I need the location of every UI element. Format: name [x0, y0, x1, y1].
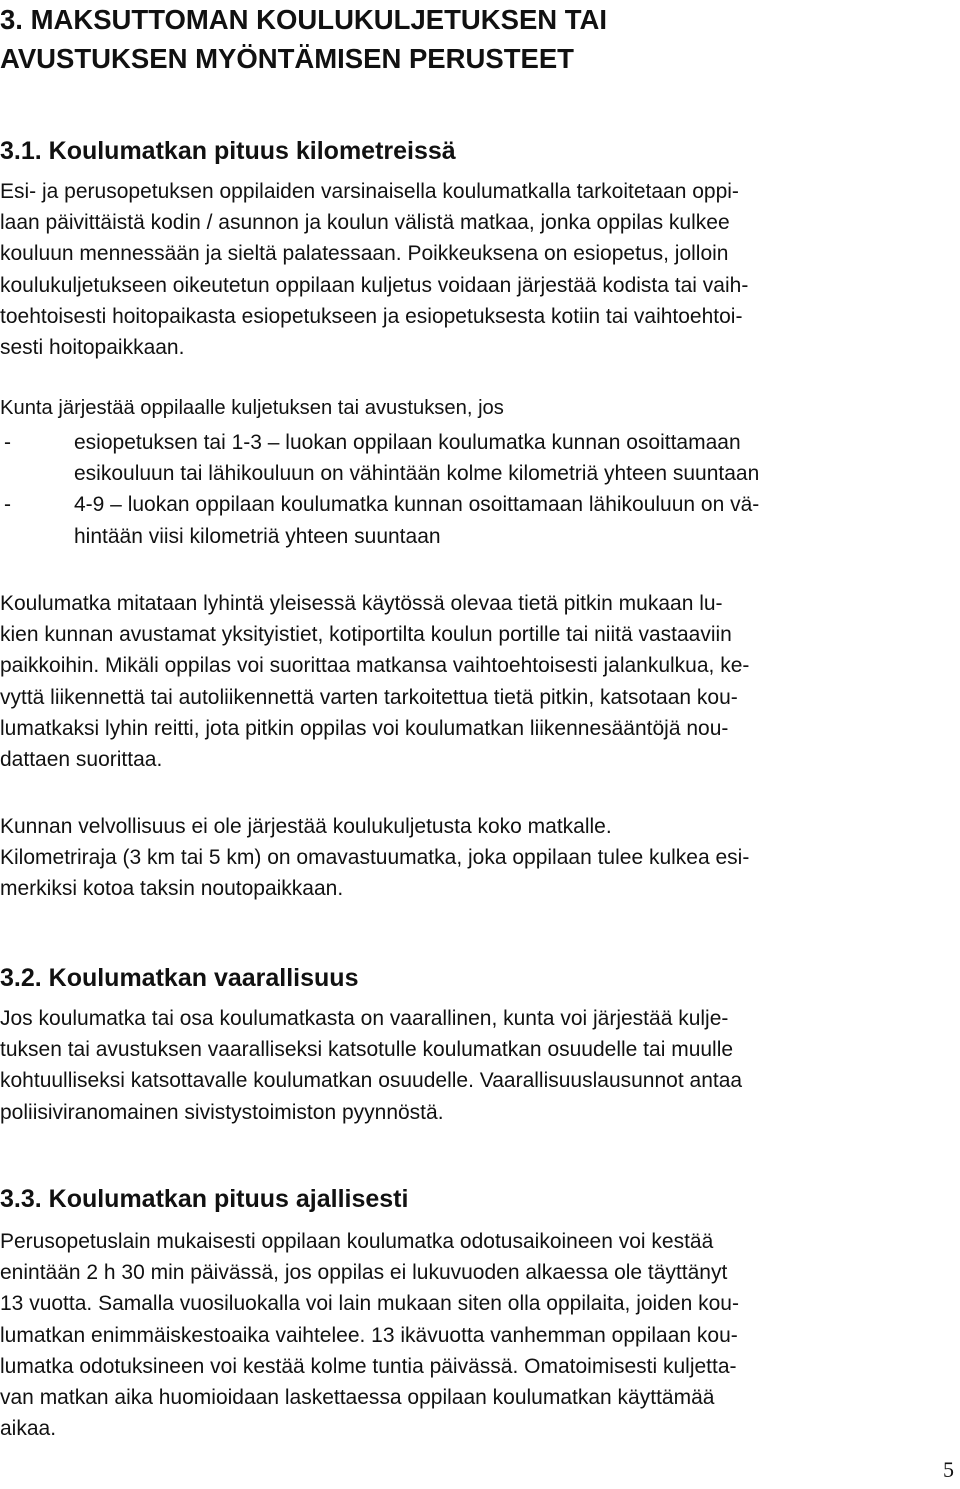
measurement-paragraph — [0, 588, 952, 775]
list-item — [0, 489, 952, 551]
page-number: 5 — [943, 1457, 954, 1482]
criteria-list — [0, 427, 952, 552]
text-line: laan päivittäistä kodin / asunnon ja koulun välistä matkaa, jonka oppilas kulkee — [0, 211, 730, 235]
list-marker: - — [4, 431, 11, 454]
text-line: tuksen tai avustuksen vaaralliseksi katsotulle koulumatkan osuudelle tai muulle — [0, 1038, 734, 1062]
section-heading-3-3: 3.3. Koulumatkan pituus ajallisesti — [0, 1185, 409, 1213]
text-line: kohtuulliseksi katsottavalle koulumatkan osuudelle. Vaarallisuuslausunnot antaa — [0, 1069, 743, 1093]
section-heading-3-2: 3.2. Koulumatkan vaarallisuus — [0, 964, 359, 992]
chapter-title — [0, 0, 940, 78]
text-line: enintään 2 h 30 min päivässä, jos oppilas ei lukuvuoden alkaessa ole täyttänyt — [0, 1261, 728, 1285]
section-3-3-paragraph — [0, 1226, 952, 1444]
list-item — [0, 427, 952, 489]
text-line: merkiksi kotoa taksin noutopaikkaan. — [0, 877, 344, 901]
text-line: sesti hoitopaikkaan. — [0, 336, 185, 360]
text-line: Koulumatka mitataan lyhintä yleisessä käytössä olevaa tietä pitkin mukaan lu- — [0, 592, 723, 615]
text-line: Kunnan velvollisuus ei ole järjestää koulukuljetusta koko matkalle. — [0, 815, 612, 838]
text-line: van matkan aika huomioidaan laskettaessa oppilaan koulumatkan käyttämää — [0, 1386, 715, 1410]
section-3-1-paragraph — [0, 176, 952, 363]
text-line: 13 vuotta. Samalla vuosiluokalla voi lain mukaan siten olla oppilaita, joiden kou- — [0, 1292, 739, 1316]
text-line: paikkoihin. Mikäli oppilas voi suorittaa matkansa vaihtoehtoisesti jalankulkua, ke- — [0, 654, 750, 678]
list-item-line: esikouluun tai lähikouluun on vähintään kolme kilometriä yhteen suuntaan — [74, 462, 760, 486]
list-item-line: 4-9 – luokan oppilaan koulumatka kunnan osoittamaan lähikouluun on vä- — [74, 493, 760, 517]
text-line: Esi- ja perusopetuksen oppilaiden varsinaisella koulumatkalla tarkoitetaan oppi- — [0, 180, 739, 203]
text-line: koulukuljetukseen oikeutetun oppilaan kuljetus voidaan järjestää kodista tai vaih- — [0, 273, 749, 297]
text-line: Jos koulumatka tai osa koulumatkasta on vaarallinen, kunta voi järjestää kulje- — [0, 1007, 729, 1030]
text-line: kouluun mennessään ja sieltä palatessaan. Poikkeuksena on esiopetus, jolloin — [0, 242, 729, 266]
section-3-2-paragraph — [0, 1003, 952, 1128]
text-line: lumatka odotuksineen voi kestää kolme tuntia päivässä. Omatoimisesti kuljetta- — [0, 1354, 737, 1378]
text-line: Perusopetuslain mukaisesti oppilaan koulumatka odotusaikoineen voi kestää — [0, 1230, 714, 1253]
chapter-title-line: AVUSTUKSEN MYÖNTÄMISEN PERUSTEET — [0, 43, 574, 74]
text-line: dattaen suorittaa. — [0, 748, 163, 772]
list-item-line: hintään viisi kilometriä yhteen suuntaan — [74, 524, 441, 548]
chapter-title-line: 3. MAKSUTTOMAN KOULUKULJETUKSEN TAI — [0, 4, 608, 35]
text-line: toehtoisesti hoitopaikasta esiopetukseen ja esiopetuksesta kotiin tai vaihtoehtoi- — [0, 304, 743, 328]
text-line: Kilometriraja (3 km tai 5 km) on omavastuumatka, joka oppilaan tulee kulkea esi- — [0, 846, 750, 870]
text-line: vyttä liikennettä tai autoliikennettä varten tarkoitettua tietä pitkin, katsotaan kou- — [0, 685, 738, 709]
obligation-paragraph — [0, 811, 952, 905]
list-item-line: esiopetuksen tai 1-3 – luokan oppilaan koulumatka kunnan osoittamaan — [74, 431, 741, 454]
text-line: kien kunnan avustamat yksityistiet, kotiportilta koulun portille tai niitä vastaaviin — [0, 623, 732, 647]
section-heading-3-1: 3.1. Koulumatkan pituus kilometreissä — [0, 137, 456, 165]
text-line: poliisiviranomainen sivistystoimiston pyynnöstä. — [0, 1100, 444, 1124]
criteria-intro: Kunta järjestää oppilaalle kuljetuksen tai avustuksen, jos — [0, 397, 504, 419]
text-line: lumatkaksi lyhin reitti, jota pitkin oppilas voi koulumatkan liikennesääntöjä nou- — [0, 716, 729, 740]
list-marker: - — [4, 493, 11, 517]
text-line: aikaa. — [0, 1417, 57, 1441]
text-line: lumatkan enimmäiskestoaika vaihtelee. 13 ikävuotta vanhemman oppilaan kou- — [0, 1323, 738, 1347]
